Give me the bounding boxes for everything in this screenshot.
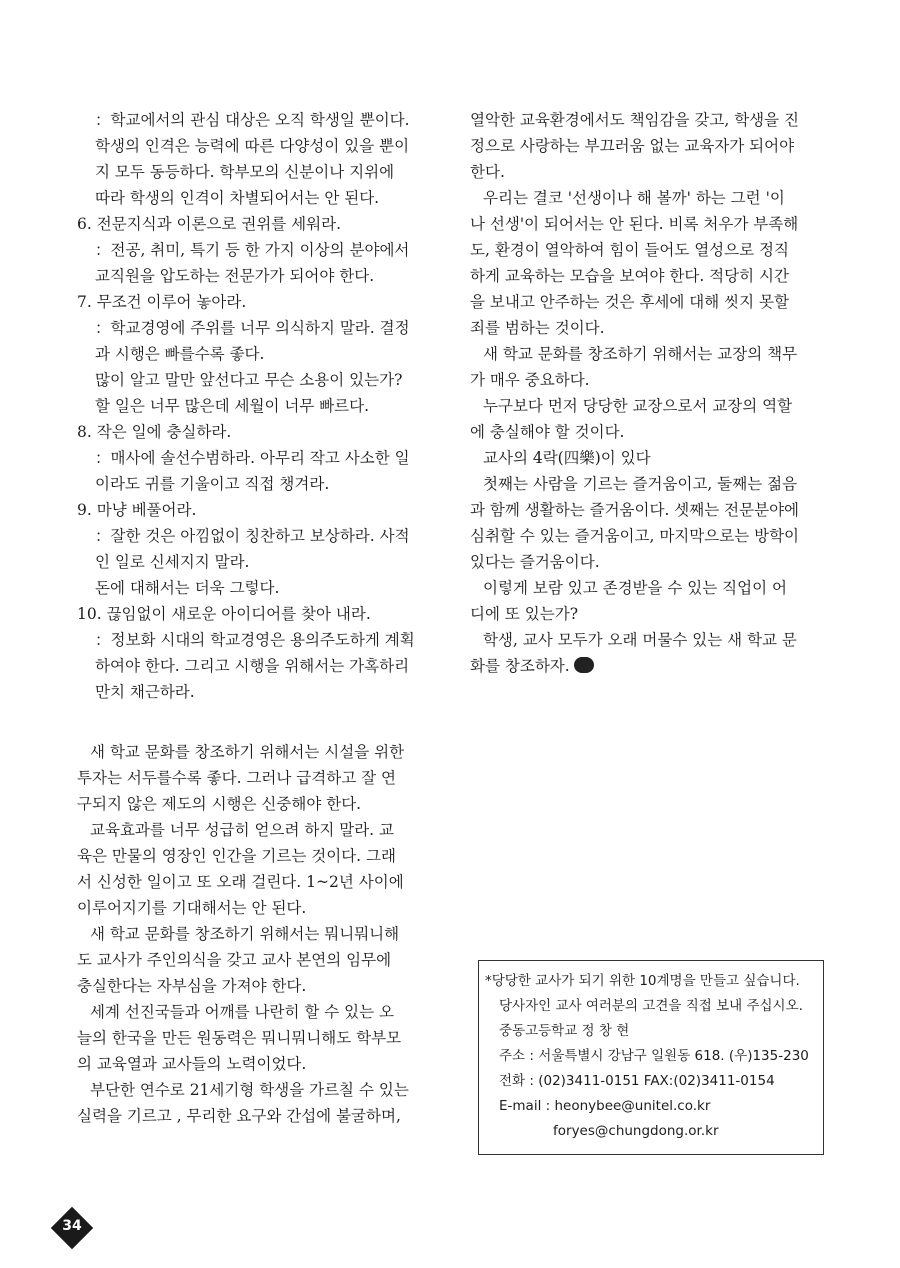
text-line: 정으로 사랑하는 부끄러움 없는 교육자가 되어야 bbox=[470, 137, 795, 155]
text-line: 투자는 서두를수록 좋다. 그러나 급격하고 잘 연 bbox=[77, 769, 396, 787]
text-line: ：매사에 솔선수범하라. 아무리 작고 사소한 일 bbox=[95, 449, 410, 467]
note-line: *당당한 교사가 되기 위한 10계명을 만들고 싶습니다. bbox=[485, 973, 800, 989]
text-line: 학생, 교사 모두가 오래 머물수 있는 새 학교 문 bbox=[483, 631, 797, 649]
text-line: 열악한 교육환경에서도 책임감을 갖고, 학생을 진 bbox=[470, 111, 800, 129]
paragraph-gap bbox=[77, 705, 452, 739]
right-column bbox=[470, 107, 840, 679]
text-line: 할 일은 너무 많은데 세월이 너무 빠르다. bbox=[95, 397, 370, 415]
commandment-heading: 10. 끊임없이 새로운 아이디어를 찾아 내라. bbox=[77, 605, 371, 623]
text-line: 육은 만물의 영장인 인간을 기르는 것이다. 그래 bbox=[77, 847, 396, 865]
text-line: 우리는 결코 '선생이나 해 볼까' 하는 그런 '이 bbox=[483, 189, 785, 207]
contact-note-box bbox=[478, 960, 824, 1155]
text-line: 돈에 대해서는 더욱 그렇다. bbox=[95, 579, 280, 597]
text-line: 에 충실해야 할 것이다. bbox=[470, 423, 625, 441]
text-line: 충실한다는 자부심을 가져야 한다. bbox=[77, 977, 307, 995]
text-line: 이라도 귀를 기울이고 직접 챙겨라. bbox=[95, 475, 330, 493]
page-number: 34 bbox=[62, 1218, 82, 1234]
page-number-badge bbox=[50, 1206, 94, 1250]
text-line: 디에 또 있는가? bbox=[470, 605, 579, 623]
text-line: 새 학교 문화를 창조하기 위해서는 교장의 책무 bbox=[483, 345, 798, 363]
text-line: 있다는 즐거움이다. bbox=[470, 553, 600, 571]
text-line: 구되지 않은 제도의 시행은 신중해야 한다. bbox=[77, 795, 362, 813]
text-line: 심취할 수 있는 즐거움이고, 마지막으로는 방학이 bbox=[470, 527, 800, 545]
text-line: 새 학교 문화를 창조하기 위해서는 시설을 위한 bbox=[90, 743, 405, 761]
text-line: ：잘한 것은 아낌없이 칭찬하고 보상하라. 사적 bbox=[95, 527, 410, 545]
text-line: 부단한 연수로 21세기형 학생을 가르칠 수 있는 bbox=[90, 1081, 409, 1099]
text-line: 하게 교육하는 모습을 보여야 한다. 적당히 시간 bbox=[470, 267, 789, 285]
text-line: ：학교에서의 관심 대상은 오직 학생일 뿐이다. bbox=[95, 111, 410, 129]
phone-line: 전화 : (02)3411-0151 FAX:(02)3411-0154 bbox=[499, 1073, 775, 1089]
commandment-heading: 8. 작은 일에 충실하라. bbox=[77, 423, 232, 441]
text-line: 지 모두 동등하다. 학부모의 신분이나 지위에 bbox=[95, 163, 395, 181]
commandment-heading: 7. 무조건 이루어 놓아라. bbox=[77, 293, 247, 311]
commandment-heading: 6. 전문지식과 이론으로 권위를 세워라. bbox=[77, 215, 342, 233]
text-line: 세계 선진국들과 어깨를 나란히 할 수 있는 오 bbox=[90, 1003, 395, 1021]
text-line: 하여야 한다. 그리고 시행을 위해서는 가혹하리 bbox=[95, 657, 410, 675]
commandment-heading: 9. 마냥 베풀어라. bbox=[77, 501, 197, 519]
end-of-article-icon bbox=[574, 657, 594, 673]
text-line: ：전공, 취미, 특기 등 한 가지 이상의 분야에서 bbox=[95, 241, 410, 259]
text-line: 의 교육열과 교사들의 노력이었다. bbox=[77, 1055, 307, 1073]
text-line: 많이 알고 말만 앞선다고 무슨 소용이 있는가? bbox=[95, 371, 403, 389]
text-line: 교육효과를 너무 성급히 얻으려 하지 말라. 교 bbox=[90, 821, 395, 839]
email-line: foryes@chungdong.or.kr bbox=[553, 1123, 719, 1139]
text-line-last bbox=[470, 653, 840, 679]
text-line: 도 교사가 주인의식을 갖고 교사 본연의 임무에 bbox=[77, 951, 392, 969]
text-line: 서 신성한 일이고 또 오래 걸린다. 1~2년 사이에 bbox=[77, 873, 404, 891]
text-line: 이루어지기를 기대해서는 안 된다. bbox=[77, 899, 307, 917]
address-line: 주소 : 서울특별시 강남구 일원동 618. (우)135-230 bbox=[499, 1048, 809, 1064]
text-line: 죄를 범하는 것이다. bbox=[470, 319, 605, 337]
text-line: 교직원을 압도하는 전문가가 되어야 한다. bbox=[95, 267, 375, 285]
text-line: 학생의 인격은 능력에 따른 다양성이 있을 뿐이 bbox=[95, 137, 410, 155]
text-line: 따라 학생의 인격이 차별되어서는 안 된다. bbox=[95, 189, 380, 207]
note-line: 당사자인 교사 여러분의 고견을 직접 보내 주십시오. bbox=[499, 998, 803, 1014]
text-line: 이렇게 보람 있고 존경받을 수 있는 직업이 어 bbox=[483, 579, 788, 597]
text-line: 화를 창조하자. bbox=[470, 657, 570, 675]
section-heading: 교사의 4락(四樂)이 있다 bbox=[483, 449, 651, 467]
text-line: 첫째는 사람을 기르는 즐거움이고, 둘째는 젊음 bbox=[483, 475, 798, 493]
text-line: 실력을 기르고 , 무리한 요구와 간섭에 불굴하며, bbox=[77, 1107, 401, 1125]
text-line: 누구보다 먼저 당당한 교장으로서 교장의 역할 bbox=[483, 397, 793, 415]
text-line: 가 매우 중요하다. bbox=[470, 371, 590, 389]
text-line: ：정보화 시대의 학교경영은 용의주도하게 계획 bbox=[95, 631, 415, 649]
text-line: 만치 채근하라. bbox=[95, 683, 195, 701]
author-name: 중동고등학교 정 창 현 bbox=[499, 1023, 630, 1039]
text-line: 나 선생'이 되어서는 안 된다. 비록 처우가 부족해 bbox=[470, 215, 799, 233]
text-line: 늘의 한국을 만든 원동력은 뭐니뭐니해도 학부모 bbox=[77, 1029, 402, 1047]
text-line: 새 학교 문화를 창조하기 위해서는 뭐니뭐니해 bbox=[90, 925, 400, 943]
left-column bbox=[77, 107, 452, 1129]
text-line: 도, 환경이 열악하여 힘이 들어도 열성으로 정직 bbox=[470, 241, 789, 259]
text-line: 을 보내고 안주하는 것은 후세에 대해 씻지 못할 bbox=[470, 293, 789, 311]
text-line: 한다. bbox=[470, 163, 505, 181]
text-line: ：학교경영에 주위를 너무 의식하지 말라. 결정 bbox=[95, 319, 410, 337]
email-line: E-mail : heonybee@unitel.co.kr bbox=[499, 1098, 711, 1114]
text-line: 인 일로 신세지지 말라. bbox=[95, 553, 250, 571]
text-line: 과 함께 생활하는 즐거움이다. 셋째는 전문분야에 bbox=[470, 501, 800, 519]
text-line: 과 시행은 빠를수록 좋다. bbox=[95, 345, 265, 363]
